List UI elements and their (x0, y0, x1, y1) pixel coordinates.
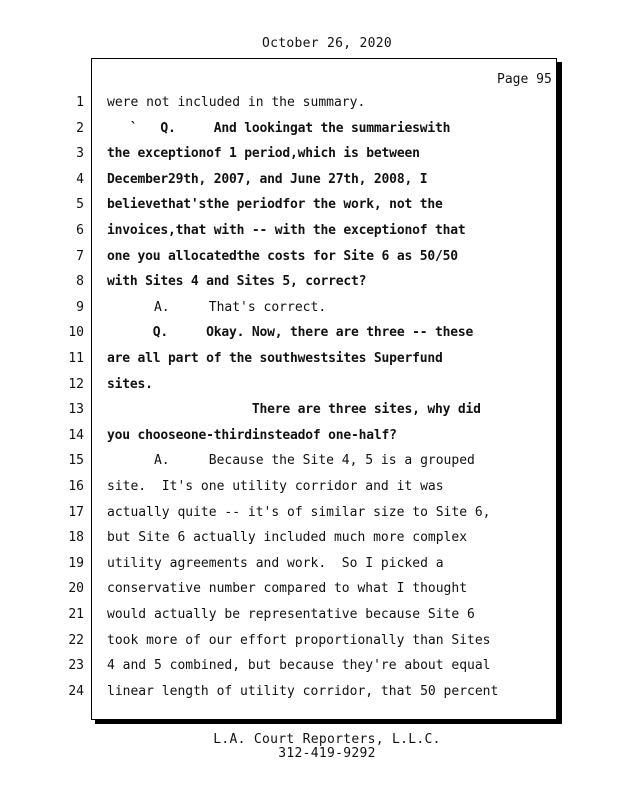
line-text: actually quite -- it's of similar size to Site 6, (107, 504, 491, 520)
line-text: ` Q. And lookingat the summarieswith (107, 120, 451, 136)
transcript-line (0, 607, 618, 632)
transcript-line (0, 95, 618, 120)
line-text: would actually be representative because Site 6 (107, 607, 475, 622)
transcript-line (0, 684, 618, 709)
transcript-line (0, 300, 618, 325)
transcript-line (0, 428, 618, 453)
line-number: 4 (76, 171, 84, 187)
transcript-line (0, 658, 618, 683)
transcript-line (0, 121, 618, 146)
line-text: Q. Okay. Now, there are three -- these (107, 325, 474, 341)
line-text: December29th, 2007, and June 27th, 2008, I (107, 171, 428, 187)
transcript-line (0, 505, 618, 530)
transcript-line (0, 146, 618, 171)
line-text: one you allocatedthe costs for Site 6 as 50/50 (107, 248, 458, 264)
footer-company: L.A. Court Reporters, L.L.C. (213, 732, 441, 747)
line-text: A. That's correct. (107, 299, 327, 315)
line-number: 21 (68, 607, 84, 622)
footer-phone: 312-419-9292 (278, 746, 376, 761)
line-text: took more of our effort proportionally than Sites (107, 632, 491, 648)
line-text: you chooseone-thirdinsteadof one-half? (107, 427, 397, 443)
line-text: believethat'sthe periodfor the work, not the (107, 197, 443, 213)
line-number: 19 (68, 555, 84, 571)
transcript-line (0, 581, 618, 606)
line-number: 7 (76, 248, 84, 264)
line-text: are all part of the southwestsites Superfund (107, 351, 443, 366)
line-text: 4 and 5 combined, but because they're about equal (107, 658, 491, 674)
line-number: 6 (76, 223, 84, 238)
line-number: 12 (68, 376, 84, 392)
line-number: 9 (76, 299, 84, 315)
line-number: 16 (68, 479, 84, 494)
line-text: conservative number compared to what I thought (107, 581, 468, 597)
line-number: 18 (68, 530, 84, 546)
line-number: 22 (68, 632, 84, 648)
transcript-line (0, 274, 618, 299)
transcript-date: October 26, 2020 (261, 36, 393, 51)
transcript-line (0, 223, 618, 248)
line-text: with Sites 4 and Sites 5, correct? (107, 274, 367, 290)
line-number: 13 (68, 402, 84, 418)
line-number: 3 (76, 146, 84, 162)
line-number: 17 (68, 504, 84, 520)
line-text: linear length of utility corridor, that 50 percent (107, 683, 499, 699)
transcript-line (0, 453, 618, 478)
line-text: There are three sites, why did (107, 402, 481, 418)
transcript-line (0, 249, 618, 274)
line-text: the exceptionof 1 period,which is between (107, 146, 420, 162)
transcript-line (0, 479, 618, 504)
line-number: 5 (76, 197, 84, 213)
line-text: but Site 6 actually included much more complex (107, 530, 468, 546)
transcript-line (0, 197, 618, 222)
transcript-line (0, 402, 618, 427)
line-number: 11 (68, 351, 84, 366)
line-number: 1 (76, 95, 84, 110)
line-number: 2 (76, 120, 84, 136)
line-text: were not included in the summary. (107, 95, 366, 110)
line-number: 8 (76, 274, 84, 290)
line-text: invoices,that with -- with the exceptionof that (107, 223, 466, 238)
line-number: 15 (68, 453, 84, 469)
line-text: utility agreements and work. So I picked a (107, 555, 444, 571)
page-number: Page 95 (497, 72, 552, 87)
line-text: sites. (107, 376, 153, 392)
transcript-line (0, 351, 618, 376)
line-number: 10 (68, 325, 84, 341)
transcript-line (0, 377, 618, 402)
line-number: 24 (68, 683, 84, 699)
line-text: A. Because the Site 4, 5 is a grouped (107, 453, 475, 469)
line-text: site. It's one utility corridor and it was (107, 479, 444, 494)
transcript-line (0, 530, 618, 555)
transcript-line (0, 556, 618, 581)
line-number: 23 (68, 658, 84, 674)
line-number: 20 (68, 581, 84, 597)
transcript-line (0, 325, 618, 350)
transcript-line (0, 172, 618, 197)
transcript-line (0, 633, 618, 658)
line-number: 14 (68, 427, 84, 443)
